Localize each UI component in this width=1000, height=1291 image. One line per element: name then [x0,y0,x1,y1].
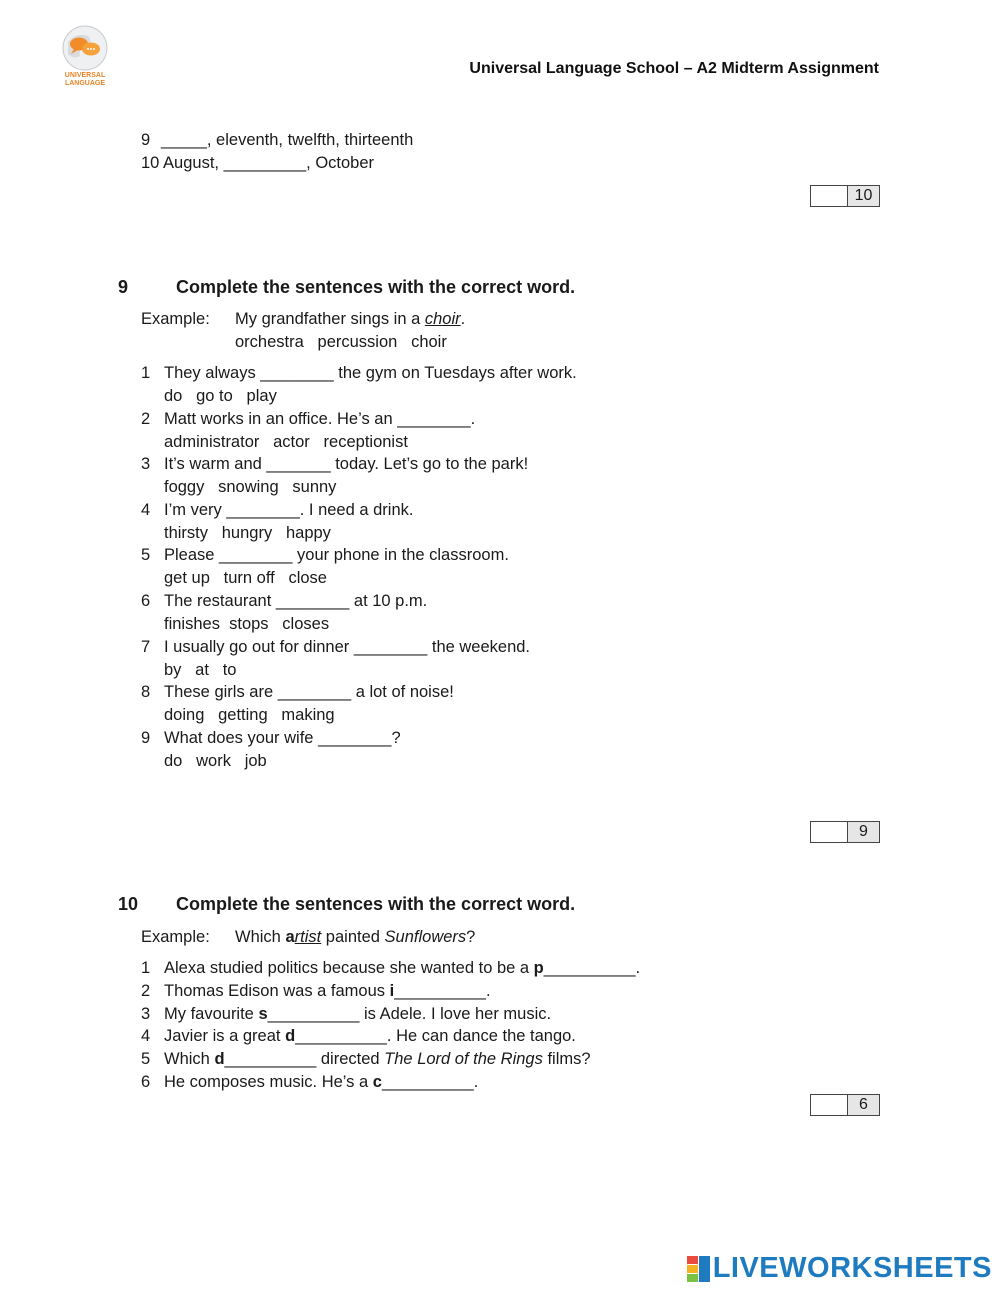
section-instruction: Complete the sentences with the correct word. [176,894,576,914]
item-number: 2 [141,982,151,1000]
section9-item [141,545,509,565]
section8-item-9 [141,130,413,150]
section10-example [141,927,475,947]
section10-score-box [810,1094,880,1116]
item-text: _____, eleventh, twelfth, thirteenth [161,131,414,149]
item-text-after: __________ directed [224,1050,385,1068]
item-number: 7 [141,638,151,656]
item-text-after: __________. [381,1073,479,1091]
example-letter: a [285,928,295,946]
section9-item [141,409,475,429]
section10-item [141,1049,591,1069]
item-number: 6 [141,1073,151,1091]
item-number: 5 [141,546,151,564]
item-first-letter: p [533,959,544,977]
item-options: foggy snowing sunny [164,478,337,496]
example-title: Sunflowers [384,928,467,946]
section-number: 9 [118,277,129,297]
item-text: It’s warm and _______ today. Let’s go to the park! [164,455,529,473]
page-title: Universal Language School – A2 Midterm Assignment [469,60,879,77]
item-text: The restaurant ________ at 10 p.m. [164,592,428,610]
item-title: The Lord of the Rings [384,1050,543,1068]
section10-item [141,981,491,1001]
item-options: do work job [164,752,267,770]
item-first-letter: d [285,1027,296,1045]
item-text-before: Which [164,1050,215,1068]
item-number: 9 [141,729,151,747]
section9-item [141,454,528,474]
item-number: 3 [141,1005,151,1023]
section10-heading [118,894,575,915]
logo-text: UNIVERSAL LANGUAGE [64,72,106,87]
item-text-after: __________. He can dance the tango. [295,1027,576,1045]
section-number: 10 [118,894,139,914]
score-input[interactable] [811,186,848,206]
item-number: 8 [141,683,151,701]
item-options: do go to play [164,387,277,405]
item-text-before: My favourite [164,1005,259,1023]
item-options: by at to [164,661,237,679]
item-text-after: __________ is Adele. I love her music. [267,1005,552,1023]
item-number: 1 [141,959,151,977]
item-tail: films? [542,1050,591,1068]
section8-score-box [810,185,880,207]
item-text-before: He composes music. He’s a [164,1073,373,1091]
item-text-after: __________. [394,982,491,1000]
score-total: 9 [848,822,879,842]
section9-item [141,728,401,748]
section9-heading [118,277,575,298]
item-text: Please ________ your phone in the classroom. [164,546,509,564]
example-middle: painted [321,928,385,946]
item-options: administrator actor receptionist [164,433,408,451]
section10-item [141,1072,478,1092]
item-text-after: __________. [543,959,641,977]
section-instruction: Complete the sentences with the correct word. [176,277,576,297]
item-text-before: Javier is a great [164,1027,286,1045]
item-options: get up turn off close [164,569,327,587]
item-number: 4 [141,501,151,519]
liveworksheets-logo [687,1252,992,1285]
item-number: 1 [141,364,151,382]
example-answer: choir [424,310,461,328]
item-text: These girls are ________ a lot of noise! [164,683,454,701]
example-answer: rtist [294,928,322,946]
item-number: 6 [141,592,151,610]
section9-item [141,363,577,383]
item-options: doing getting making [164,706,335,724]
example-before: My grandfather sings in a [235,310,425,328]
example-before: Which [235,928,286,946]
item-first-letter: s [258,1005,268,1023]
score-input[interactable] [811,1095,848,1115]
item-text: I usually go out for dinner ________ the weekend. [164,638,531,656]
section9-score-box [810,821,880,843]
item-number: 2 [141,410,151,428]
item-first-letter: d [214,1050,225,1068]
liveworksheets-blocks-icon [687,1256,711,1282]
example-label: Example: [141,928,210,946]
section9-item [141,682,454,702]
example-after: ? [466,928,476,946]
section9-item [141,637,530,657]
score-total: 6 [848,1095,879,1115]
item-first-letter: c [372,1073,382,1091]
section10-item [141,1004,551,1024]
section9-item [141,500,413,520]
item-text: They always ________ the gym on Tuesdays after work. [164,364,577,382]
item-number: 4 [141,1027,151,1045]
section8-item-10 [141,153,374,173]
item-number: 9 [141,131,151,149]
example-label: Example: [141,310,210,328]
item-text: August, _________, October [163,154,375,172]
item-text-before: Thomas Edison was a famous [164,982,390,1000]
item-options: thirsty hungry happy [164,524,331,542]
section9-item [141,591,427,611]
item-text: What does your wife ________? [164,729,401,747]
item-number: 10 [141,154,160,172]
section9-example-options: orchestra percussion choir [235,333,447,351]
item-options: finishes stops closes [164,615,330,633]
section9-example [141,309,465,329]
section10-item [141,1026,576,1046]
score-total: 10 [848,186,879,206]
item-number: 3 [141,455,151,473]
school-logo [50,22,120,96]
item-text-before: Alexa studied politics because she wanted to be a [164,959,534,977]
score-input[interactable] [811,822,848,842]
item-text: Matt works in an office. He’s an ________. [164,410,476,428]
item-first-letter: i [389,982,395,1000]
example-after: . [460,310,466,328]
item-number: 5 [141,1050,151,1068]
brand-text: LIVEWORKSHEETS [712,1252,992,1284]
section10-item [141,958,640,978]
item-text: I’m very ________. I need a drink. [164,501,414,519]
